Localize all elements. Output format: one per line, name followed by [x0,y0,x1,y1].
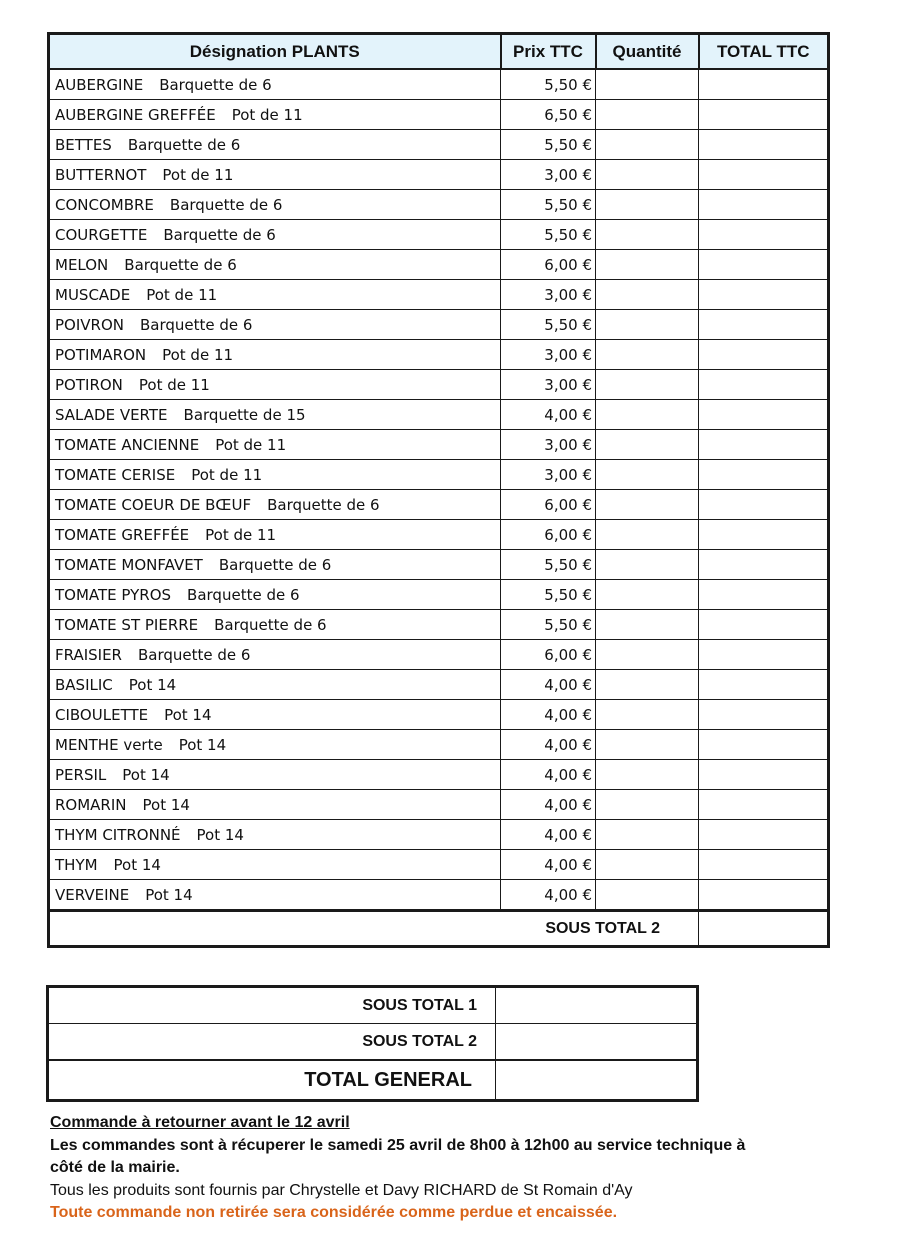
product-designation [49,580,501,610]
table-row [49,880,829,911]
quantity-cell[interactable] [596,100,699,130]
total-cell[interactable] [699,160,829,190]
product-packaging: Barquette de 6 [140,315,253,334]
table-row [49,610,829,640]
quantity-cell[interactable] [596,850,699,880]
quantity-cell[interactable] [596,190,699,220]
table-row [49,700,829,730]
table-row [49,310,829,340]
table-row [49,69,829,100]
product-designation [49,850,501,880]
product-packaging: Barquette de 6 [127,135,241,154]
table-row [49,280,829,310]
summary-subtotal-2-value[interactable] [496,1024,698,1061]
product-price: 4,00 € [501,400,596,430]
table-row [49,730,829,760]
table-row [49,190,829,220]
product-designation [49,700,501,730]
product-name: BUTTERNOT [55,165,147,184]
product-designation [49,370,501,400]
product-designation [49,550,501,580]
product-price: 5,50 € [501,550,596,580]
quantity-cell[interactable] [596,580,699,610]
product-designation [49,610,501,640]
product-name: TOMATE ANCIENNE [55,435,200,454]
product-packaging: Pot de 11 [205,525,277,544]
product-price: 5,50 € [501,190,596,220]
quantity-cell[interactable] [596,460,699,490]
total-cell[interactable] [699,250,829,280]
quantity-cell[interactable] [596,760,699,790]
subtotal-2-label: SOUS TOTAL 2 [49,911,699,947]
quantity-cell[interactable] [596,250,699,280]
total-cell[interactable] [699,460,829,490]
product-designation [49,730,501,760]
total-cell[interactable] [699,790,829,820]
product-packaging: Pot de 11 [162,165,234,184]
summary-subtotal-2-row [48,1024,698,1061]
grand-total-label: TOTAL GENERAL [48,1060,496,1101]
total-cell[interactable] [699,760,829,790]
table-row [49,670,829,700]
product-price: 6,00 € [501,640,596,670]
product-packaging: Barquette de 6 [163,225,276,244]
product-price: 6,00 € [501,490,596,520]
product-designation [49,460,501,490]
product-packaging: Pot de 11 [231,105,303,124]
quantity-cell[interactable] [596,550,699,580]
product-packaging: Pot 14 [178,735,227,754]
total-cell[interactable] [699,400,829,430]
grand-total-value[interactable] [496,1060,698,1101]
product-designation [49,430,501,460]
product-name: THYM CITRONNÉ [55,825,181,844]
product-name: ROMARIN [55,795,127,814]
table-row [49,760,829,790]
product-packaging: Pot de 11 [162,345,234,364]
product-name: AUBERGINE GREFFÉE [55,105,216,124]
total-cell[interactable] [699,520,829,550]
table-row [49,220,829,250]
product-designation [49,160,501,190]
product-packaging: Pot de 11 [215,435,287,454]
total-cell[interactable] [699,220,829,250]
product-price: 5,50 € [501,610,596,640]
product-designation [49,520,501,550]
product-designation [49,490,501,520]
product-name: TOMATE COEUR DE BŒUF [55,495,252,514]
product-packaging: Pot 14 [145,885,193,904]
product-name: CONCOMBRE [55,195,154,214]
summary-table [46,985,699,1102]
product-packaging: Pot 14 [128,675,177,694]
product-name: VERVEINE [55,885,130,904]
header-quantity: Quantité [596,34,699,70]
product-designation [49,100,501,130]
product-designation [49,400,501,430]
pickup-note: Les commandes sont à récuperer le samedi 25 avril de 8h00 à 12h00 au service technique à côté de la mairie. [50,1136,746,1176]
product-name: BASILIC [55,675,113,694]
product-price: 4,00 € [501,730,596,760]
product-designation [49,69,501,100]
table-row [49,460,829,490]
total-cell[interactable] [699,610,829,640]
product-packaging: Pot 14 [164,705,212,724]
summary-subtotal-1-value[interactable] [496,987,698,1024]
product-price: 4,00 € [501,850,596,880]
product-name: FRAISIER [55,645,122,664]
product-name: CIBOULETTE [55,705,149,724]
total-cell[interactable] [699,430,829,460]
product-designation [49,670,501,700]
quantity-cell[interactable] [596,730,699,760]
deadline-note: Commande à retourner avant le 12 avril [50,1114,350,1131]
table-row [49,490,829,520]
product-name: POIVRON [55,315,124,334]
quantity-cell[interactable] [596,820,699,850]
header-price: Prix TTC [501,34,596,70]
product-packaging: Pot 14 [122,765,170,784]
product-designation [49,640,501,670]
total-cell[interactable] [699,310,829,340]
product-price: 3,00 € [501,280,596,310]
total-cell[interactable] [699,280,829,310]
table-row [49,520,829,550]
total-cell[interactable] [699,700,829,730]
quantity-cell[interactable] [596,370,699,400]
quantity-cell[interactable] [596,520,699,550]
product-packaging: Barquette de 6 [267,495,380,514]
product-name: AUBERGINE [55,75,144,94]
product-packaging: Pot de 11 [191,465,263,484]
product-name: MELON [55,255,109,274]
table-row [49,400,829,430]
total-cell[interactable] [699,850,829,880]
product-price: 5,50 € [501,580,596,610]
product-price: 4,00 € [501,670,596,700]
product-price: 3,00 € [501,160,596,190]
table-row [49,160,829,190]
table-row [49,850,829,880]
product-designation [49,820,501,850]
product-designation [49,340,501,370]
total-cell[interactable] [699,550,829,580]
total-cell[interactable] [699,640,829,670]
product-designation [49,130,501,160]
total-cell[interactable] [699,880,829,911]
quantity-cell[interactable] [596,280,699,310]
total-cell[interactable] [699,190,829,220]
product-price: 3,00 € [501,430,596,460]
quantity-cell[interactable] [596,220,699,250]
quantity-cell[interactable] [596,160,699,190]
quantity-cell[interactable] [596,400,699,430]
product-name: TOMATE MONFAVET [55,555,203,574]
summary-subtotal-1-label: SOUS TOTAL 1 [48,987,496,1024]
product-price: 6,00 € [501,520,596,550]
product-name: POTIRON [55,375,123,394]
product-packaging: Barquette de 6 [218,555,332,574]
product-price: 5,50 € [501,220,596,250]
product-packaging: Pot de 11 [138,375,210,394]
product-packaging: Pot de 11 [146,285,218,304]
product-name: THYM [55,855,98,874]
product-packaging: Barquette de 6 [169,195,283,214]
total-cell[interactable] [699,670,829,700]
supplier-note: Tous les produits sont fournis par Chrystelle et Davy RICHARD de St Romain d'Ay [50,1181,633,1199]
product-name: TOMATE GREFFÉE [55,525,190,544]
order-rows [49,69,829,911]
product-price: 5,50 € [501,310,596,340]
product-packaging: Barquette de 6 [137,645,251,664]
product-designation [49,310,501,340]
product-name: MENTHE verte [55,735,163,754]
total-cell[interactable] [699,340,829,370]
table-row [49,640,829,670]
product-name: BETTES [55,135,112,154]
quantity-cell[interactable] [596,640,699,670]
order-table [47,32,830,948]
summary-subtotal-2-label: SOUS TOTAL 2 [48,1024,496,1061]
product-name: SALADE VERTE [55,405,168,424]
product-price: 3,00 € [501,370,596,400]
table-row [49,580,829,610]
total-cell[interactable] [699,69,829,100]
product-price: 6,00 € [501,250,596,280]
table-row [49,550,829,580]
table-row [49,790,829,820]
product-price: 5,50 € [501,69,596,100]
product-name: POTIMARON [55,345,147,364]
product-designation [49,760,501,790]
product-designation [49,790,501,820]
quantity-cell[interactable] [596,610,699,640]
table-row [49,370,829,400]
product-price: 4,00 € [501,880,596,911]
product-name: TOMATE PYROS [55,585,172,604]
quantity-cell[interactable] [596,700,699,730]
order-notes [50,1112,770,1225]
quantity-cell[interactable] [596,310,699,340]
product-packaging: Pot 14 [113,855,161,874]
quantity-cell[interactable] [596,340,699,370]
quantity-cell[interactable] [596,880,699,911]
total-cell[interactable] [699,730,829,760]
total-cell[interactable] [699,130,829,160]
quantity-cell[interactable] [596,69,699,100]
product-price: 4,00 € [501,790,596,820]
header-total: TOTAL TTC [699,34,829,70]
product-price: 4,00 € [501,820,596,850]
product-packaging: Barquette de 15 [183,405,306,424]
total-cell[interactable] [699,580,829,610]
table-row [49,340,829,370]
total-cell[interactable] [699,490,829,520]
total-cell[interactable] [699,370,829,400]
table-row [49,100,829,130]
quantity-cell[interactable] [596,790,699,820]
product-price: 4,00 € [501,760,596,790]
subtotal-2-row [49,911,829,947]
product-name: TOMATE ST PIERRE [55,615,199,634]
summary-subtotal-1-row [48,987,698,1024]
quantity-cell[interactable] [596,670,699,700]
product-price: 4,00 € [501,700,596,730]
product-designation [49,220,501,250]
product-packaging: Pot 14 [196,825,244,844]
warning-note: Toute commande non retirée sera considérée comme perdue et encaissée. [50,1204,618,1221]
header-designation: Désignation PLANTS [49,34,501,70]
product-packaging: Barquette de 6 [214,615,327,634]
quantity-cell[interactable] [596,430,699,460]
table-row [49,430,829,460]
product-packaging: Barquette de 6 [159,75,272,94]
subtotal-2-value[interactable] [699,911,829,947]
table-row [49,820,829,850]
product-name: TOMATE CERISE [55,465,176,484]
product-designation [49,880,501,911]
product-designation [49,280,501,310]
total-cell[interactable] [699,100,829,130]
product-price: 3,00 € [501,460,596,490]
quantity-cell[interactable] [596,130,699,160]
total-cell[interactable] [699,820,829,850]
product-price: 5,50 € [501,130,596,160]
product-price: 6,50 € [501,100,596,130]
product-designation [49,190,501,220]
product-name: PERSIL [55,765,107,784]
table-header-row [49,34,829,70]
product-packaging: Pot 14 [142,795,190,814]
product-price: 3,00 € [501,340,596,370]
product-packaging: Barquette de 6 [124,255,237,274]
product-designation [49,250,501,280]
summary-grand-total-row [48,1060,698,1101]
product-name: MUSCADE [55,285,131,304]
product-packaging: Barquette de 6 [187,585,300,604]
quantity-cell[interactable] [596,490,699,520]
table-row [49,130,829,160]
product-name: COURGETTE [55,225,148,244]
table-row [49,250,829,280]
